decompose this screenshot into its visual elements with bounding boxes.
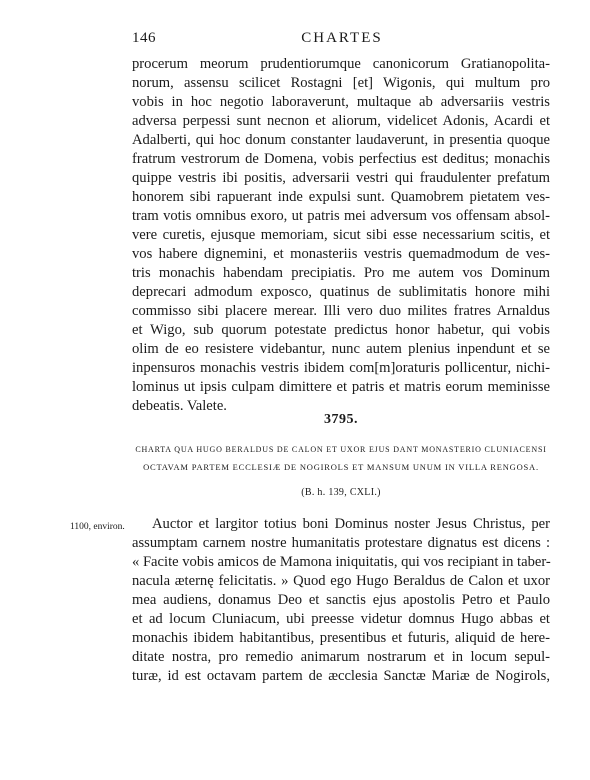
- text-line: norum, assensu scilicet Rostagni [et] Wigonis, qui multum pro: [132, 75, 550, 91]
- text-line: mea audiens, donamus Deo et sanctis ejus apostolis Petro et Paulo: [132, 592, 550, 608]
- text-line: honorem sibi rapuerant inde expulsi sunt. Quamobrem pietatem ves-: [132, 189, 550, 205]
- text-line: lominus ut ipsis culpam dimittere et patris et matris eorum meminisse: [132, 379, 550, 395]
- text-line: tram votis omnibus exoro, ut patris mei adversum vos offensam absol-: [132, 208, 550, 224]
- margin-date: 1100, environ.: [70, 522, 125, 532]
- text-line: nacula æternę felicitatis. » Quod ego Hugo Beraldus de Calon et uxor: [132, 573, 550, 589]
- text-line: assumptam carnem nostre humanitatis protestare dignatus est dicens :: [132, 535, 550, 551]
- text-line: adversa perpessi sunt necnon et aliorum, videlicet Adonis, Acardi et: [132, 113, 550, 129]
- text-line: vere curetis, ejusque memoriam, sicut sibi esse necessarium scitis, et: [132, 227, 550, 243]
- text-line: inpensuros monachis vestris ibidem com[m]oraturis pollicentur, nichi-: [132, 360, 550, 376]
- text-line: quippe vestris ibi positis, adversarii vestri qui fraudulenter prefatum: [132, 170, 550, 186]
- text-line: procerum meorum prudentiorumque canonicorum Gratianopolita-: [132, 56, 550, 72]
- charter-caption-line: CHARTA QUA HUGO BERALDUS DE CALON ET UXOR EJUS DANT MONASTERIO CLUNIACENSI: [135, 445, 547, 454]
- text-line: ditate nostra, pro remedio animarum nostrarum et in locum sepul-: [132, 649, 550, 665]
- running-title: CHARTES: [301, 30, 383, 46]
- text-line: turæ, id est octavam partem de æcclesia Sanctæ Mariæ de Nogirols,: [132, 668, 550, 684]
- text-line: debeatis. Valete.: [132, 398, 227, 414]
- text-line: deprecari admodum exposco, quatinus de sublimitatis honore mihi: [132, 284, 550, 300]
- page-header: [132, 30, 550, 50]
- text-line: tris monachis habendam precipiatis. Pro me autem vos Dominum: [132, 265, 550, 281]
- text-line: monachis ibidem habitantibus, presentibus et futuris, aliquid de here-: [132, 630, 550, 646]
- page-number: 146: [132, 30, 156, 46]
- charter-caption-line: OCTAVAM PARTEM ECCLESIÆ DE NOGIROLS ET MANSUM UNUM IN VILLA RENGOSA.: [143, 462, 539, 472]
- text-line: Adalberti, qui hoc donum constanter laudaverunt, in presentia quoque: [132, 132, 550, 148]
- text-line: et Wigo, sub quorum potestate predictus honor habetur, qui vobis: [132, 322, 550, 338]
- text-line: commisso sibi placere merear. Illi vero duo milites fratres Arnaldus: [132, 303, 550, 319]
- text-line: vobis in hoc negotio laboraverunt, multaque ab adversariis vestris: [132, 94, 550, 110]
- source-reference: (B. h. 139, CXLI.): [301, 487, 381, 498]
- text-line: Auctor et largitor totius boni Dominus noster Jesus Christus, per: [152, 516, 550, 532]
- charter-number: 3795.: [324, 412, 358, 427]
- text-line: vos habere dignemini, et monasteriis vestris quemadmodum de ves-: [132, 246, 550, 262]
- text-line: olim de eo resistere videbantur, nunc autem plenius inpendunt et se: [132, 341, 550, 357]
- text-line: et ad locum Cluniacum, ubi preesse videtur domnus Hugo abbas et: [132, 611, 550, 627]
- text-line: fratrum vestrorum de Domena, vobis perfectius est deditus; monachis: [132, 151, 550, 167]
- text-line: « Facite vobis amicos de Mamona iniquitatis, qui vos recipiant in taber-: [132, 554, 551, 570]
